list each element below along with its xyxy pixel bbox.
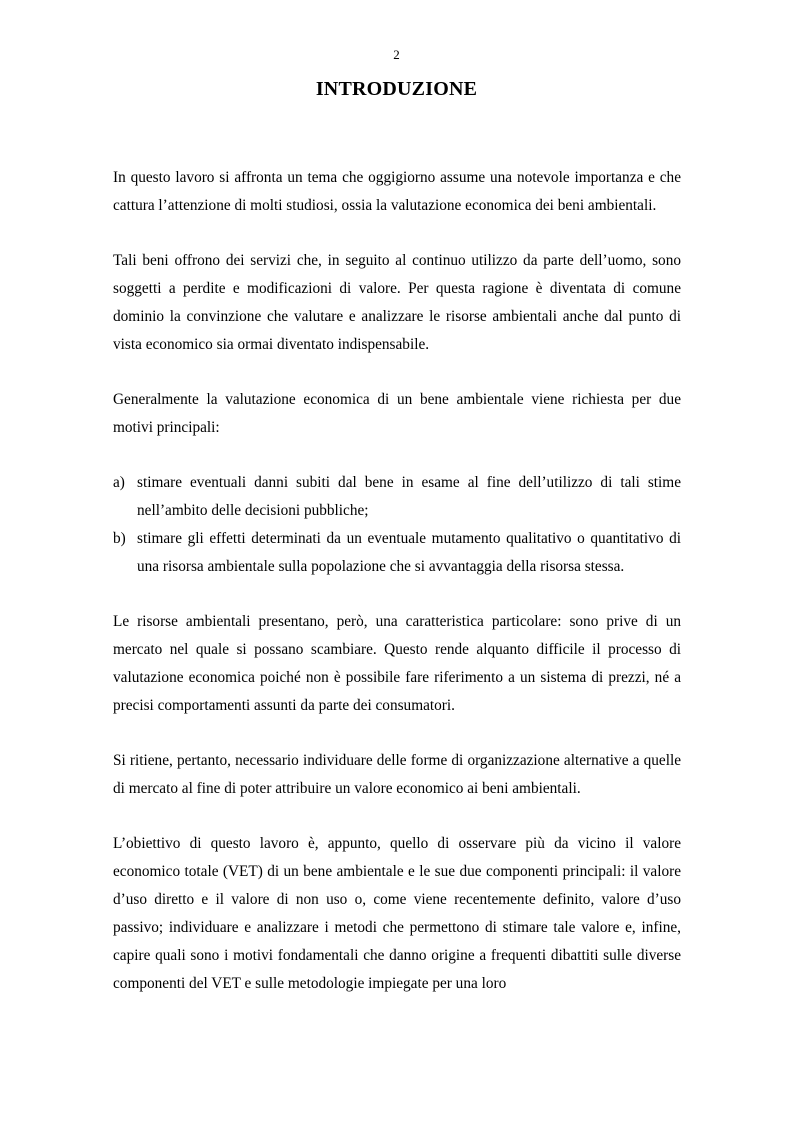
list-item [113,525,681,581]
page-number: 2 [393,47,400,62]
list-item-text: stimare eventuali danni subiti dal bene in esame al fine dell’utilizzo di tali stime nell’ambito delle decisioni pubbliche; [137,474,681,519]
paragraph-objective: L’obiettivo di questo lavoro è, appunto, quello di osservare più da vicino il valore economico totale (VET) di un bene ambientale e le sue due componenti principali: il valore d’uso diretto e il valore di non uso o, come viene recentemente definito, valore d’uso passivo; individuare e analizzare i metodi che permettono di stimare tale valore e, infine, capire quali sono i motivi fondamentali che danno origine a frequenti dibattiti sulle diverse componenti del VET e sulle metodologie impiegate per una loro [113,835,681,992]
list-marker: b) [113,530,126,547]
paragraph-services: Tali beni offrono dei servizi che, in seguito al continuo utilizzo da parte dell’uomo, sono soggetti a perdite e modificazioni di valore. Per questa ragione è diventata di comune dominio la convinzione che valutare e analizzare le risorse ambientali anche dal punto di vista economico sia ormai diventato indispensabile. [113,252,681,353]
motives-list [113,469,681,581]
paragraph-alternatives: Si ritiene, pertanto, necessario individuare delle forme di organizzazione alternative a quelle di mercato al fine di poter attribuire un valore economico ai beni ambientali. [113,752,681,797]
list-item-text: stimare gli effetti determinati da un eventuale mutamento qualitativo o quantitativo di una risorsa ambientale sulla popolazione che si avvantaggia della risorsa stessa. [137,530,681,575]
list-item [113,469,681,525]
paragraph-markets: Le risorse ambientali presentano, però, una caratteristica particolare: sono prive di un mercato nel quale si possano scambiare. Questo rende alquanto difficile il processo di valutazione economica poiché non è possibile fare riferimento a un sistema di prezzi, né a precisi comportamenti assunti da parte dei consumatori. [113,613,681,714]
paragraph-intro: In questo lavoro si affronta un tema che oggigiorno assume una notevole importanza e che cattura l’attenzione di molti studiosi, ossia la valutazione economica dei beni ambientali. [113,169,681,214]
body-text [113,164,681,1025]
paragraph-motives: Generalmente la valutazione economica di un bene ambientale viene richiesta per due motivi principali: [113,391,681,436]
page-title: INTRODUZIONE [315,78,478,100]
list-marker: a) [113,474,125,491]
